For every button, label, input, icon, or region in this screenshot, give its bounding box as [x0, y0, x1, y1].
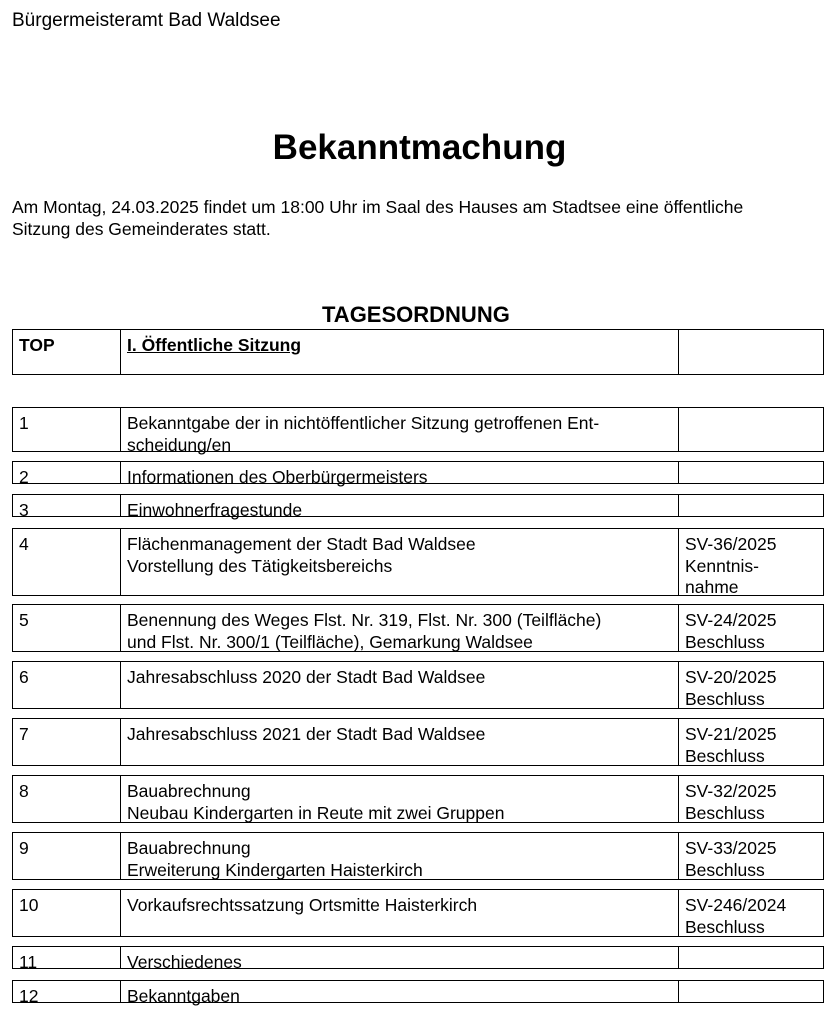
item-subject: [121, 462, 679, 487]
item-reference-line: Beschluss: [685, 745, 765, 766]
item-subject-line: Vorkaufsrechtssatzung Ortsmitte Haisterkirch: [127, 895, 478, 915]
top-column-header: TOP: [13, 330, 121, 374]
table-row: [12, 832, 824, 880]
table-row: [12, 461, 824, 487]
table-row: [12, 528, 824, 596]
item-number: 9: [13, 833, 121, 879]
item-subject-line: Erweiterung Kindergarten Haisterkirch: [127, 859, 423, 880]
item-reference: [679, 776, 823, 822]
item-subject-line: Jahresabschluss 2021 der Stadt Bad Waldsee: [127, 724, 486, 744]
table-row: [12, 946, 824, 972]
item-number: 5: [13, 605, 121, 651]
intro-line: Am Montag, 24.03.2025 findet um 18:00 Uhr im Saal des Hauses am Stadtsee eine öffentliche: [12, 197, 744, 217]
item-subject-line: Vorstellung des Tätigkeitsbereichs: [127, 555, 393, 576]
item-number: 11: [13, 947, 121, 968]
table-row: [12, 661, 824, 709]
intro-text: [12, 196, 827, 240]
reference-header-cell: [679, 330, 823, 374]
table-header-row: [12, 329, 824, 375]
item-number: 12: [13, 981, 121, 1002]
office-header: Bürgermeisteramt Bad Waldsee: [12, 10, 281, 31]
item-subject: [121, 947, 679, 972]
item-subject: [121, 890, 679, 936]
item-subject-line: scheidung/en: [127, 434, 232, 455]
item-reference: [679, 529, 823, 595]
item-reference-line: SV-32/2025: [685, 781, 777, 801]
item-subject-line: Einwohnerfragestunde: [127, 500, 303, 520]
item-reference-line: SV-33/2025: [685, 838, 777, 858]
item-number: 8: [13, 776, 121, 822]
table-row: [12, 718, 824, 766]
table-row: [12, 604, 824, 652]
item-number: 4: [13, 529, 121, 595]
agenda-title: TAGESORDNUNG: [322, 302, 510, 327]
item-number: 3: [13, 495, 121, 516]
item-reference: [679, 947, 823, 968]
item-reference-line: nahme: [685, 577, 739, 597]
item-subject: [121, 495, 679, 520]
page-title: Bekanntmachung: [272, 128, 567, 167]
item-reference-line: Beschluss: [685, 859, 765, 880]
item-subject-line: Bauabrechnung: [127, 838, 251, 858]
table-row: [12, 889, 824, 937]
item-number: 1: [13, 408, 121, 451]
item-subject-line: Neubau Kindergarten in Reute mit zwei Gruppen: [127, 802, 505, 823]
item-reference: [679, 981, 823, 1002]
item-reference-line: Beschluss: [685, 802, 765, 823]
table-row: [12, 980, 824, 1006]
item-subject-line: Bekanntgaben: [127, 986, 240, 1006]
item-subject: [121, 605, 679, 651]
item-subject: [121, 662, 679, 708]
item-subject: [121, 833, 679, 879]
item-subject-line: Benennung des Weges Flst. Nr. 319, Flst. Nr. 300 (Teilfläche): [127, 610, 602, 630]
item-reference-line: SV-36/2025: [685, 534, 777, 554]
item-number: 7: [13, 719, 121, 765]
section-header-label: I. Öffentliche Sitzung: [127, 335, 302, 355]
item-reference-line: SV-24/2025: [685, 610, 777, 630]
item-subject-line: Verschiedenes: [127, 952, 242, 972]
item-reference-line: Beschluss: [685, 916, 765, 937]
item-reference: [679, 462, 823, 483]
item-subject: [121, 529, 679, 595]
section-header: [121, 330, 679, 374]
item-subject-line: Jahresabschluss 2020 der Stadt Bad Waldsee: [127, 667, 486, 687]
item-reference-line: SV-246/2024: [685, 895, 787, 915]
item-reference: [679, 890, 823, 936]
item-reference: [679, 495, 823, 516]
item-reference: [679, 408, 823, 451]
item-reference: [679, 719, 823, 765]
item-reference: [679, 833, 823, 879]
item-subject-line: und Flst. Nr. 300/1 (Teilfläche), Gemarkung Waldsee: [127, 631, 533, 652]
item-reference-line: Kenntnis-: [685, 555, 759, 576]
item-subject: [121, 408, 679, 455]
item-reference-line: SV-21/2025: [685, 724, 777, 744]
item-subject-line: Bekanntgabe der in nichtöffentlicher Sitzung getroffenen Ent-: [127, 413, 600, 433]
item-subject: [121, 719, 679, 765]
item-number: 2: [13, 462, 121, 483]
item-reference-line: SV-20/2025: [685, 667, 777, 687]
item-subject-line: Flächenmanagement der Stadt Bad Waldsee: [127, 534, 476, 554]
item-subject: [121, 981, 679, 1006]
table-row: [12, 494, 824, 520]
item-reference: [679, 605, 823, 651]
item-subject-line: Bauabrechnung: [127, 781, 251, 801]
table-row: [12, 775, 824, 823]
intro-line: Sitzung des Gemeinderates statt.: [12, 219, 271, 239]
table-row: [12, 407, 824, 455]
item-number: 10: [13, 890, 121, 936]
item-reference-line: Beschluss: [685, 688, 765, 709]
item-reference-line: Beschluss: [685, 631, 765, 652]
item-subject: [121, 776, 679, 822]
item-number: 6: [13, 662, 121, 708]
item-subject-line: Informationen des Oberbürgermeisters: [127, 467, 428, 487]
item-reference: [679, 662, 823, 708]
